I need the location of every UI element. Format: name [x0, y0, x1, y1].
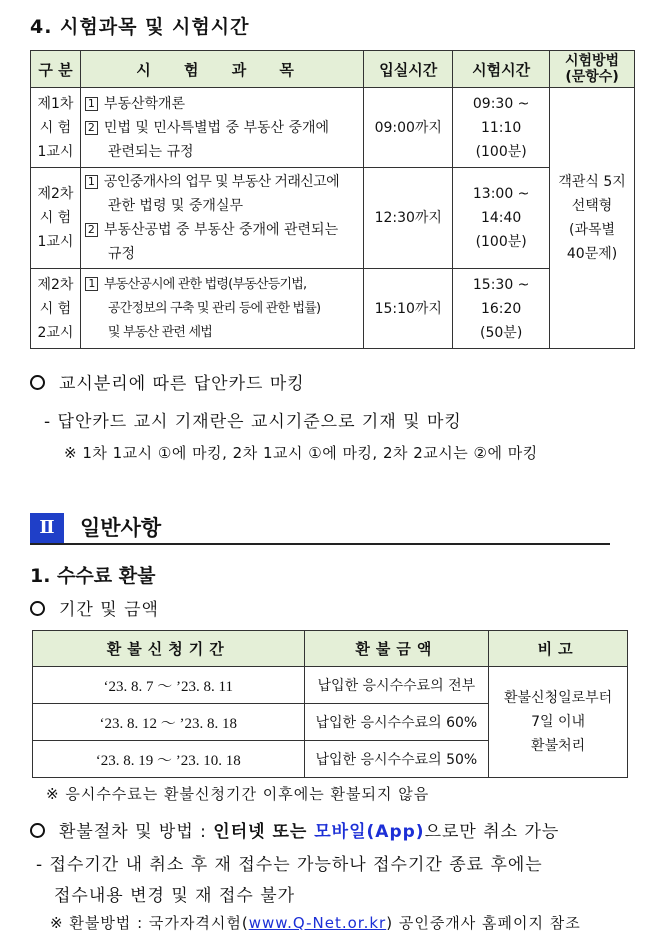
- method-line: 40문제): [566, 246, 618, 262]
- row-entry-time: 12:30까지: [364, 168, 453, 269]
- refund-title: 1. 수수료 환불: [30, 565, 156, 587]
- header-refund-note: 비고: [489, 631, 628, 667]
- refund-note-line: 환불처리: [531, 738, 586, 754]
- category-line: 제2차: [37, 186, 74, 202]
- subject-text-cont: 규정: [107, 246, 135, 262]
- refund-procedure: [30, 817, 559, 842]
- exam-time-range: 09:30 ~ 11:10: [472, 95, 530, 136]
- subject-text: 공인중개사의 업무 및 부동산 거래신고에: [103, 174, 340, 190]
- row-entry-time: 09:00까지: [364, 88, 453, 168]
- subject-item: [85, 116, 359, 140]
- method-line: (과목별: [569, 222, 616, 238]
- method-line: 선택형: [571, 198, 613, 214]
- row-exam-time: [453, 269, 550, 349]
- subject-text-cont: 및 부동산 관련 세법: [107, 324, 212, 340]
- subject-item: [85, 218, 359, 242]
- subject-text-cont: 관한 법령 및 중개실무: [107, 198, 243, 214]
- refund-note-line: 7일 이내: [531, 714, 586, 730]
- subject-text-cont: 관련되는 규정: [107, 143, 194, 160]
- category-line: 제1차: [37, 95, 74, 112]
- refund-subheading: [30, 595, 159, 620]
- exam-time-range: 13:00 ~ 14:40: [472, 186, 530, 226]
- row-category: [31, 269, 81, 349]
- circle-bullet-icon: [30, 823, 45, 838]
- row-subjects: [80, 269, 363, 349]
- header-entry-time: 입실시간: [364, 51, 453, 88]
- refund-amount: 납입한 응시수수료의 50%: [304, 741, 489, 778]
- section-number: Ⅱ: [30, 513, 64, 543]
- category-line: 시 험: [39, 210, 72, 226]
- category-line: 1교시: [37, 234, 74, 250]
- marking-note-text: 교시분리에 따른 답안카드 마킹: [59, 374, 305, 394]
- category-line: 1교시: [37, 143, 74, 160]
- circle-bullet-icon: [30, 601, 45, 616]
- refund-method: [50, 912, 581, 933]
- table-row: [33, 667, 628, 704]
- number-box: 2: [85, 223, 98, 237]
- row-category: [31, 88, 81, 168]
- subject-text: 민법 및 민사특별법 중 부동산 중개에: [103, 119, 330, 136]
- procedure-prefix: 환불절차 및 방법 :: [59, 822, 214, 842]
- marking-example: ※ 1차 1교시 ①에 마킹, 2차 1교시 ①에 마킹, 2차 2교시는 ②에 마킹: [64, 444, 538, 462]
- category-line: 시 험: [39, 300, 72, 317]
- row-exam-time: [453, 88, 550, 168]
- exam-duration: (50분): [480, 324, 523, 341]
- marking-detail: - 답안카드 교시 기재란은 교시기준으로 기재 및 마킹: [44, 412, 462, 432]
- exam-duration: (100분): [475, 234, 527, 250]
- section-2-header: [30, 513, 610, 545]
- row-subjects: [80, 88, 363, 168]
- table-header-row: [31, 51, 635, 88]
- refund-subheading-text: 기간 및 금액: [59, 600, 159, 620]
- header-method: [550, 51, 635, 88]
- exam-schedule-table: [30, 50, 635, 349]
- header-category: 구 분: [31, 51, 81, 88]
- circle-bullet-icon: [30, 375, 45, 390]
- table-row: [31, 88, 635, 168]
- refund-procedure-line2: 접수내용 변경 및 재 접수 불가: [54, 886, 296, 906]
- row-category: [31, 168, 81, 269]
- header-exam-time: 시험시간: [453, 51, 550, 88]
- method-cell: [550, 88, 635, 349]
- subject-item: [85, 273, 359, 297]
- refund-procedure-line1: - 접수기간 내 취소 후 재 접수는 가능하나 접수기간 종료 후에는: [36, 855, 543, 875]
- row-exam-time: [453, 168, 550, 269]
- number-box: 1: [85, 97, 98, 111]
- category-line: 2교시: [37, 324, 74, 341]
- subject-item: [85, 92, 359, 116]
- procedure-bold: 인터넷 또는: [213, 822, 315, 842]
- refund-amount: 납입한 응시수수료의 60%: [304, 704, 489, 741]
- subject-text: 부동산공시에 관한 법령(부동산등기법,: [103, 276, 307, 292]
- subject-text: 부동산공법 중 부동산 중개에 관련되는: [103, 222, 339, 238]
- refund-period: ‘23. 8. 7 ～ ’23. 8. 11: [33, 667, 305, 704]
- row-subjects: [80, 168, 363, 269]
- qnet-link[interactable]: www.Q-Net.or.kr: [248, 914, 387, 932]
- exam-duration: (100분): [475, 143, 527, 160]
- header-subject: 시 험 과 목: [80, 51, 363, 88]
- refund-note-cell: [489, 667, 628, 778]
- subject-text: 부동산학개론: [103, 95, 186, 112]
- subject-item: [85, 170, 359, 194]
- row-entry-time: 15:10까지: [364, 269, 453, 349]
- refund-period: ‘23. 8. 12 ～ ’23. 8. 18: [33, 704, 305, 741]
- category-line: 제2차: [37, 276, 74, 293]
- subject-text-cont: 공간정보의 구축 및 관리 등에 관한 법률): [107, 300, 321, 316]
- procedure-mobile: 모바일(App): [314, 822, 425, 842]
- refund-table: [32, 630, 628, 778]
- number-box: 1: [85, 175, 98, 189]
- table-header-row: [33, 631, 628, 667]
- refund-period: ‘23. 8. 19 ～ ’23. 10. 18: [33, 741, 305, 778]
- marking-note: [30, 369, 305, 394]
- number-box: 1: [85, 277, 98, 291]
- header-refund-amount: 환불금액: [304, 631, 489, 667]
- section-title: 일반사항: [80, 516, 162, 540]
- procedure-suffix: 으로만 취소 가능: [424, 822, 560, 842]
- exam-time-range: 15:30 ~ 16:20: [472, 276, 530, 317]
- refund-footnote: ※ 응시수수료는 환불신청기간 이후에는 환불되지 않음: [46, 785, 430, 803]
- number-box: 2: [85, 121, 98, 135]
- category-line: 시 험: [39, 119, 72, 136]
- section-4-title: 4. 시험과목 및 시험시간: [30, 16, 250, 38]
- refund-note-line: 환불신청일로부터: [504, 690, 613, 706]
- table-row: [31, 168, 635, 269]
- refund-amount: 납입한 응시수수료의 전부: [304, 667, 489, 704]
- method-prefix: ※ 환불방법 : 국가자격시험(: [50, 914, 249, 932]
- header-method-label: 시험방법 (문항수): [564, 53, 620, 85]
- method-line: 객관식 5지: [558, 174, 626, 190]
- method-suffix: ) 공인중개사 홈페이지 참조: [386, 914, 581, 932]
- header-refund-period: 환불신청기간: [33, 631, 305, 667]
- table-row: [31, 269, 635, 349]
